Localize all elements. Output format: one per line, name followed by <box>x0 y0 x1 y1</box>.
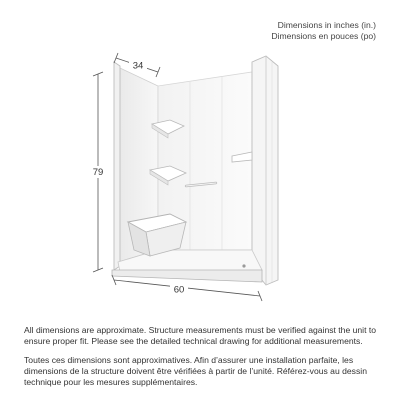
height-label: 79 <box>92 167 104 178</box>
disclaimer-notes <box>24 325 380 396</box>
units-french: Dimensions en pouces (po) <box>271 31 376 41</box>
note-english: All dimensions are approximate. Structure measurements must be verified against the unit to ensure proper fit. Please see the detailed technical drawing for additional measurements. <box>24 325 377 346</box>
drain <box>242 264 245 267</box>
left-flange <box>114 62 120 270</box>
units-english: Dimensions in inches (in.) <box>277 20 376 30</box>
note-french: Toutes ces dimensions sont approximatives. Afin d’assurer une installation parfaite, les dimensions de la structure doivent être vérifiées à partir de l’unité. Référez-vous au dessin technique pour les mesures supplémentaires. <box>24 355 367 387</box>
width-label: 60 <box>173 284 185 296</box>
depth-label: 34 <box>132 60 144 72</box>
threshold <box>112 270 262 282</box>
right-flange <box>252 56 278 285</box>
height-dimension <box>88 72 108 272</box>
shower-unit <box>112 56 278 285</box>
